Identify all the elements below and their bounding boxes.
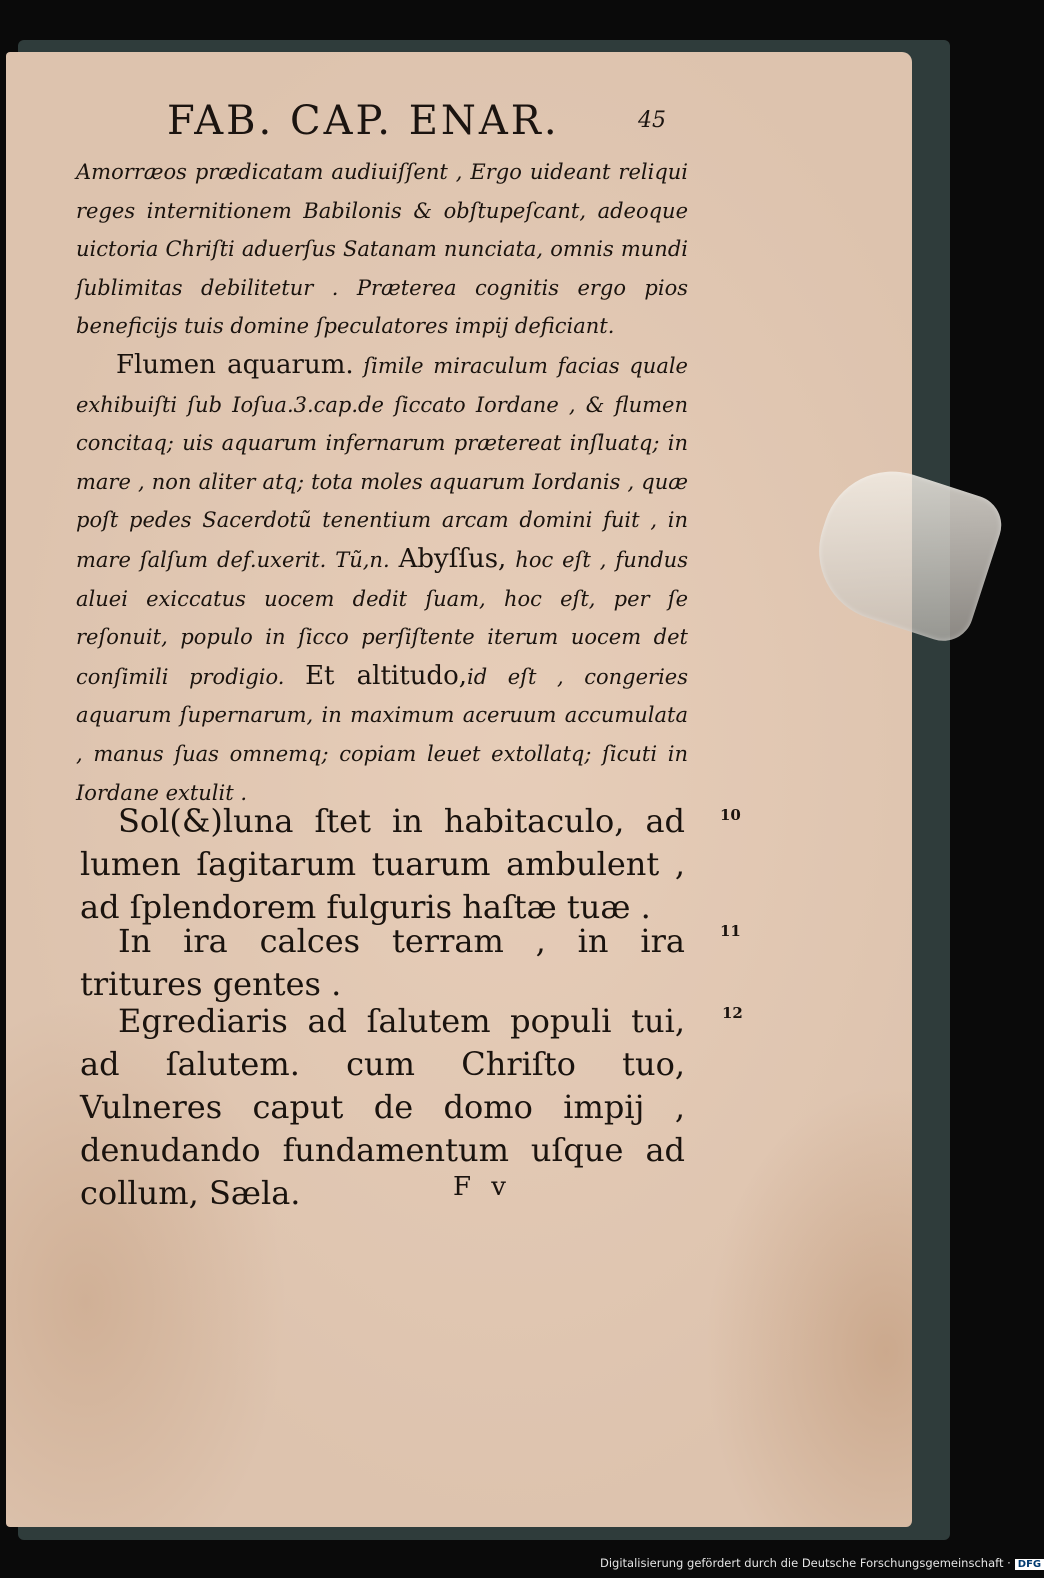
lemma: Et altitudo, [305, 660, 467, 691]
signature-mark: F v [453, 1172, 512, 1202]
running-head: FAB. CAP. ENAR. [167, 98, 560, 144]
lemma: Abyſſus, [398, 543, 507, 574]
verse-12: Egrediaris ad ſalutem populi tui, ad ſalutem. cum Chriſto tuo, Vulneres caput de domo impij , denudando fundamentum uſque ad collum, Sæla. [80, 1002, 685, 1212]
commentary-paragraph-1: Amorræos prædicatam audiuiſſent , Ergo uideant reliqui reges internitionem Babilonis & obſtupeſcant, adeoque uictoria Chriſti aduerſus Satanam nunciata, omnis mundi ſublimitas debilitetur . Præterea cognitis ergo pios beneficijs tuis domine ſpeculatores impij deficiant. [76, 160, 688, 339]
commentary-span: id eſt , congeries aquarum ſupernarum, in maximum aceruum accumulata , manus ſuas omnemq; copiam leuet extollatq; ſicuti in Iordane extulit . [76, 664, 688, 805]
commentary-span: hoc eſt , fundus aluei exiccatus uocem dedit ſuam, hoc eſt, per ſe reſonuit, populo in ſicco perſiſtente iterum uocem det conſimili prodigio. [76, 547, 688, 689]
folio-number: 45 [638, 108, 666, 133]
verse-11: In ira calces terram , in ira tritures gentes . [80, 922, 685, 1003]
verse-number-10: 10 [720, 806, 741, 824]
commentary-text [76, 153, 688, 812]
verse-10: Sol(&)luna ſtet in habitaculo, ad lumen ſagitarum tuarum ambulent , ad ſplendorem fulguris haſtæ tuæ . [80, 802, 685, 926]
lemma: Flumen aquarum. [116, 349, 354, 380]
commentary-span: ſimile miraculum facias quale exhibuiſti ſub Ioſua.3.cap.de ſiccato Iordane , & flumen concitaq; uis aquarum infernarum prætereat inſluatq; in mare , non aliter atq; tota moles aquarum Iordanis , quæ poſt pedes Sacerdotũ tenentium arcam domini fuit , in mare ſalſum def.uxerit. Tũ,n. [76, 353, 688, 572]
verse-number-11: 11 [720, 922, 741, 940]
funding-text: Digitalisierung gefördert durch die Deutsche Forschungsgemeinschaft · [600, 1556, 1011, 1570]
dfg-logo: DFG [1015, 1559, 1044, 1570]
verse-number-12: 12 [722, 1004, 743, 1022]
commentary-paragraph-2 [76, 346, 688, 812]
funding-footer [600, 1556, 1042, 1570]
